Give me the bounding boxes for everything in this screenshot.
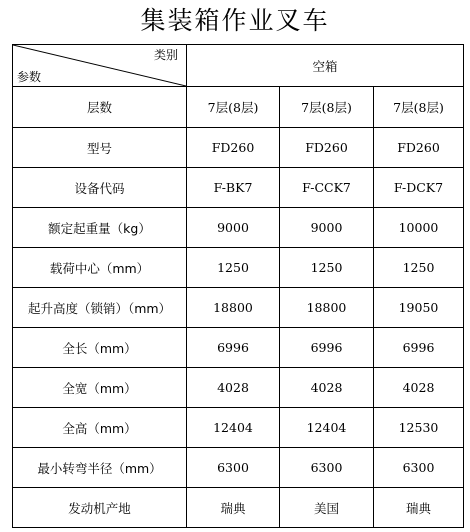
value-cell: 12404: [280, 408, 374, 448]
value-cell: 瑞典: [374, 488, 464, 528]
value-cell: 6300: [374, 448, 464, 488]
parameter-label: 参数: [17, 70, 42, 84]
table-row: [13, 208, 464, 248]
value-cell: 12404: [187, 408, 280, 448]
group-header: 空箱: [187, 45, 464, 87]
value-cell: 6300: [280, 448, 374, 488]
table-row: [13, 87, 464, 128]
value-cell: 4028: [187, 368, 280, 408]
value-cell: 6996: [187, 328, 280, 368]
value-cell: 9000: [187, 208, 280, 248]
diagonal-header-cell: [13, 45, 187, 87]
value-cell: 10000: [374, 208, 464, 248]
row-label: 发动机产地: [13, 488, 187, 528]
table-row: [13, 488, 464, 528]
table-row: [13, 168, 464, 208]
value-cell: FD260: [187, 128, 280, 168]
table-row: [13, 448, 464, 488]
document-title: 集装箱作业叉车: [140, 6, 330, 35]
value-cell: 6996: [374, 328, 464, 368]
value-cell: F-BK7: [187, 168, 280, 208]
table-row: [13, 328, 464, 368]
value-cell: F-CCK7: [280, 168, 374, 208]
value-cell: 瑞典: [187, 488, 280, 528]
table-header-row: [13, 45, 464, 87]
value-cell: 1250: [187, 248, 280, 288]
row-label: 设备代码: [13, 168, 187, 208]
value-cell: 1250: [374, 248, 464, 288]
category-label: 类别: [153, 48, 178, 62]
value-cell: FD260: [280, 128, 374, 168]
spec-table: [12, 44, 464, 528]
value-cell: 美国: [280, 488, 374, 528]
row-label: 全宽（mm）: [13, 368, 187, 408]
row-label: 层数: [13, 87, 187, 128]
value-cell: 18800: [280, 288, 374, 328]
value-cell: 12530: [374, 408, 464, 448]
row-label: 最小转弯半径（mm）: [13, 448, 187, 488]
row-label: 全长（mm）: [13, 328, 187, 368]
row-label: 额定起重量（kg）: [13, 208, 187, 248]
row-label: 载荷中心（mm）: [13, 248, 187, 288]
row-label: 起升高度（锁销）（mm）: [13, 288, 187, 328]
value-cell: F-DCK7: [374, 168, 464, 208]
value-cell: 6996: [280, 328, 374, 368]
spec-table-body: [13, 45, 464, 528]
value-cell: 7层(8层): [187, 87, 280, 128]
value-cell: 7层(8层): [280, 87, 374, 128]
value-cell: 4028: [374, 368, 464, 408]
value-cell: 7层(8层): [374, 87, 464, 128]
value-cell: 4028: [280, 368, 374, 408]
table-row: [13, 248, 464, 288]
table-row: [13, 288, 464, 328]
value-cell: 18800: [187, 288, 280, 328]
table-row: [13, 128, 464, 168]
table-row: [13, 408, 464, 448]
table-row: [13, 368, 464, 408]
value-cell: 9000: [280, 208, 374, 248]
value-cell: 6300: [187, 448, 280, 488]
value-cell: FD260: [374, 128, 464, 168]
value-cell: 1250: [280, 248, 374, 288]
row-label: 全高（mm）: [13, 408, 187, 448]
value-cell: 19050: [374, 288, 464, 328]
row-label: 型号: [13, 128, 187, 168]
